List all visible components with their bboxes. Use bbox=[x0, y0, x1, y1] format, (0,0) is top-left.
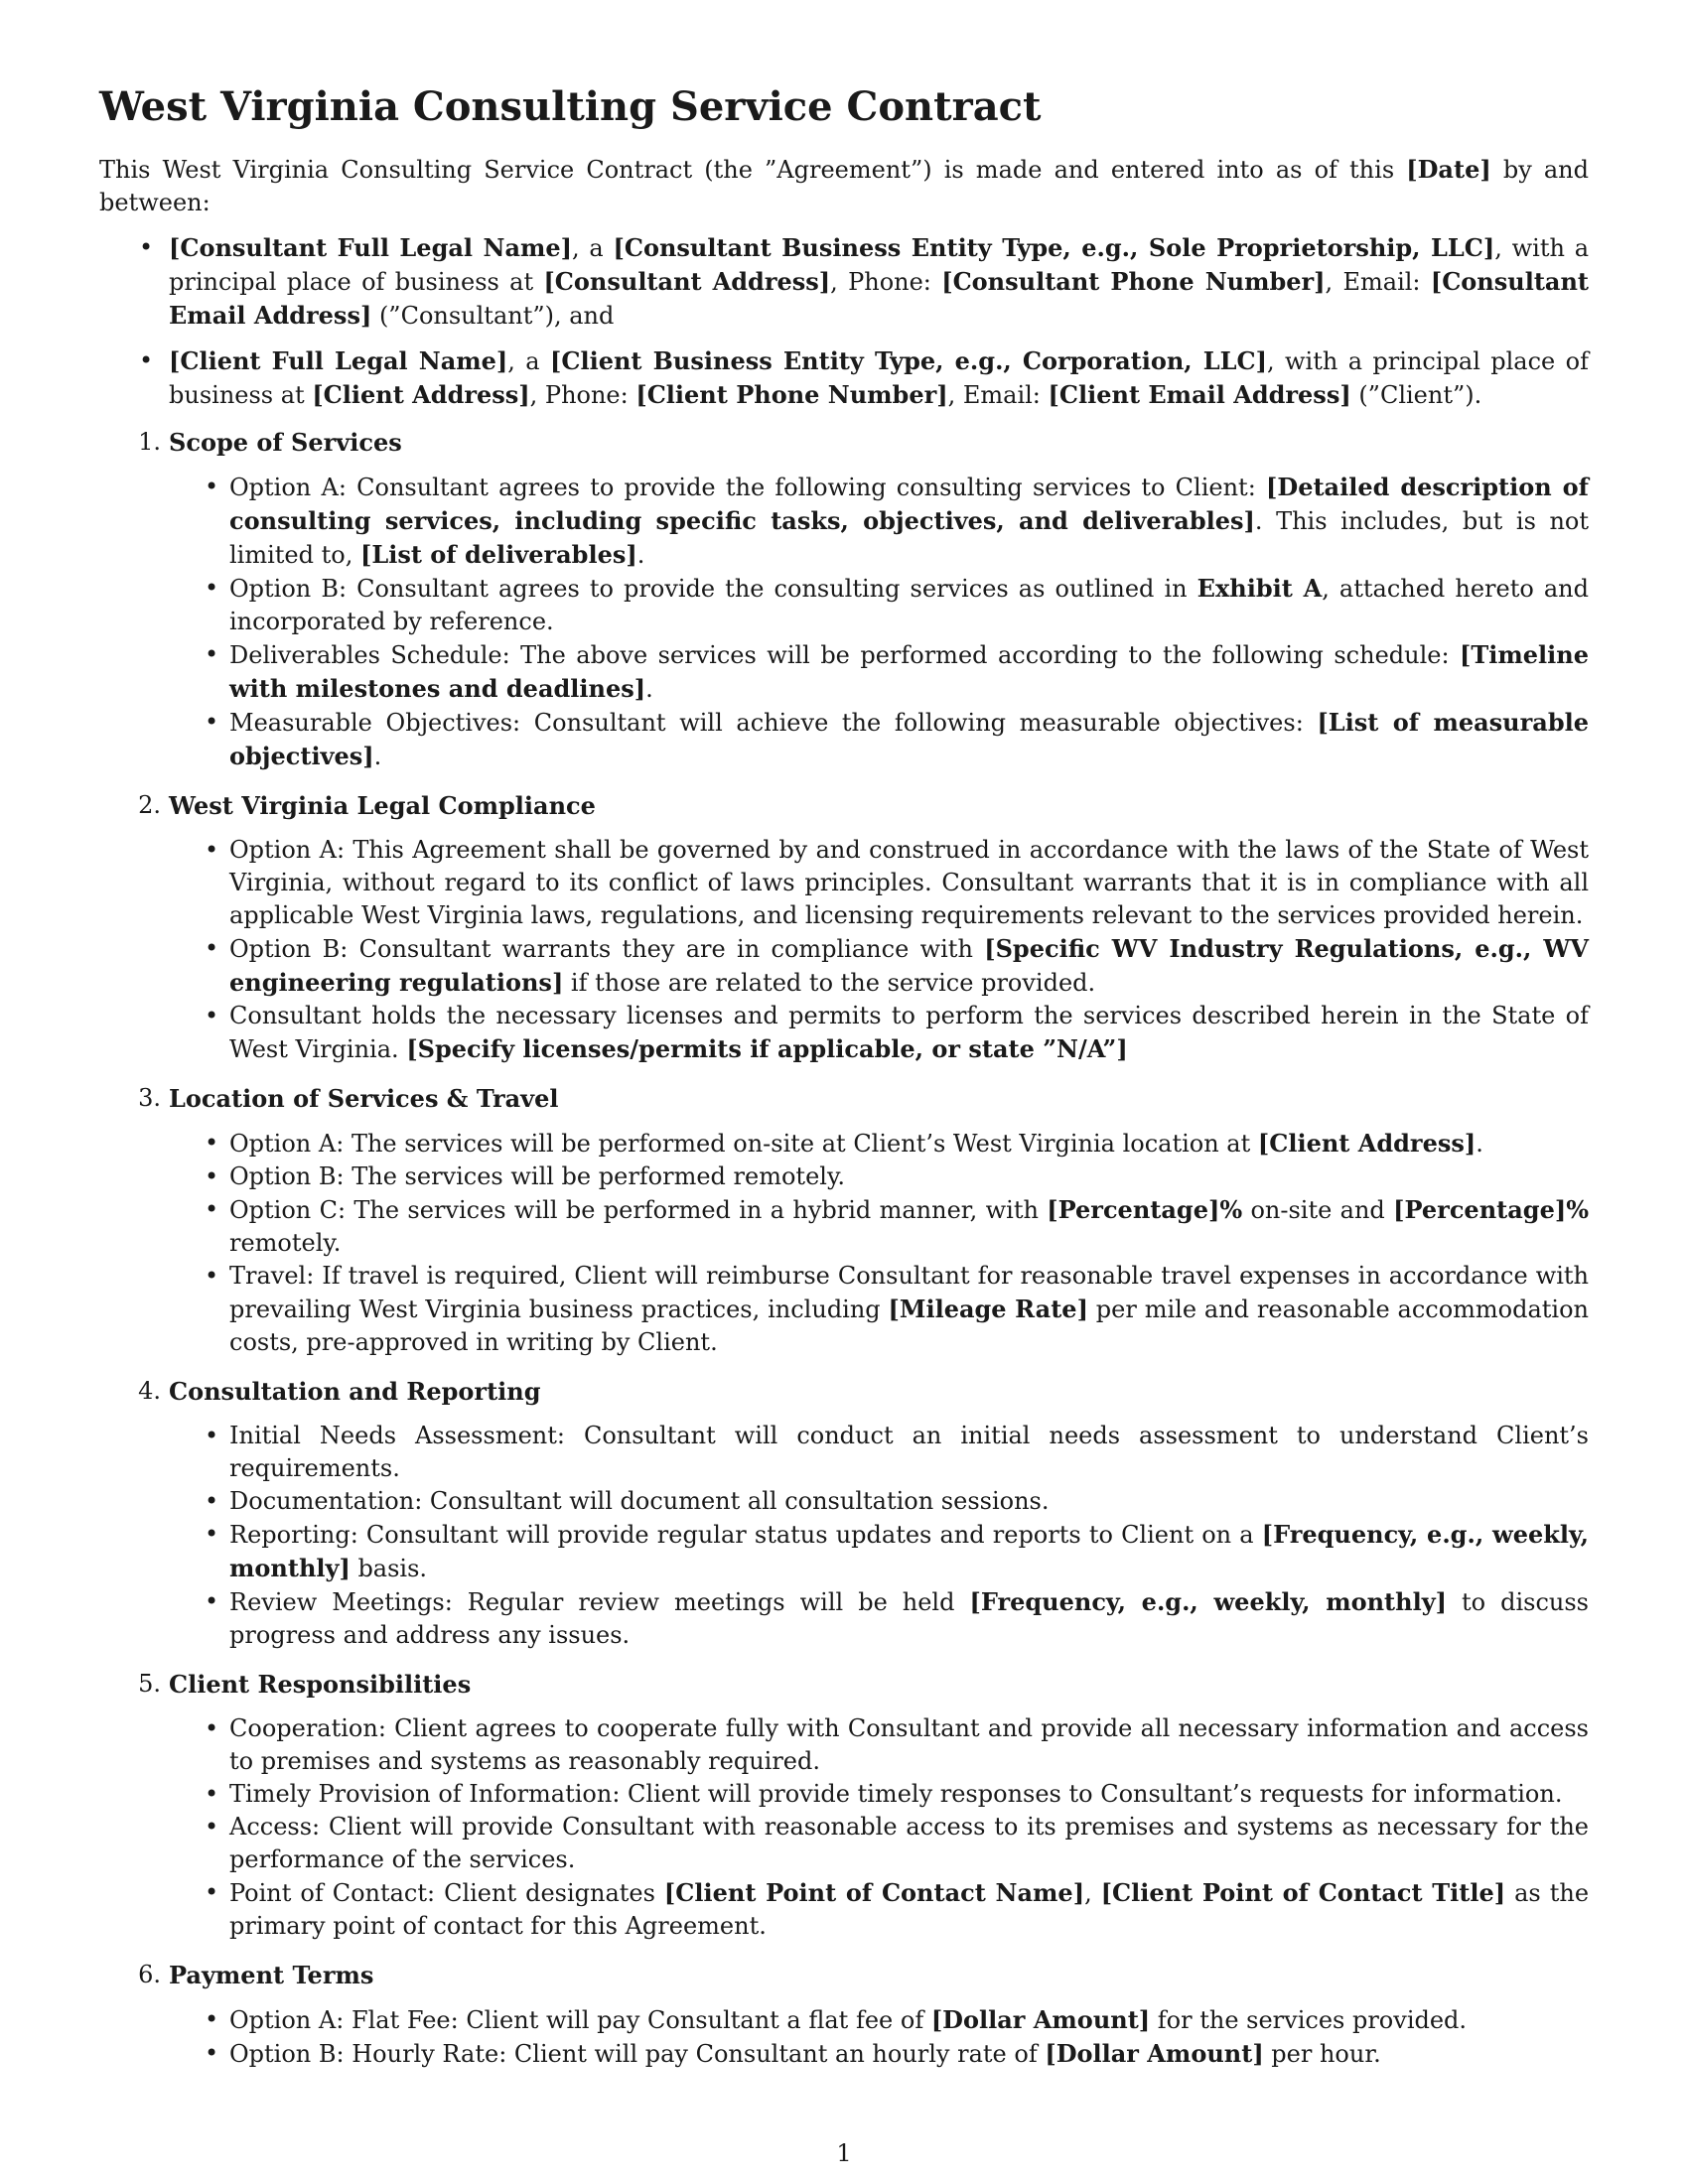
list-item bbox=[99, 572, 1589, 638]
text: on-site and bbox=[1242, 1196, 1394, 1224]
placeholder: [Client Business Entity Type, e.g., Corporation, LLC] bbox=[550, 346, 1267, 375]
placeholder: [Timeline with milestones and deadlines] bbox=[229, 640, 1589, 703]
list-item bbox=[99, 471, 1589, 572]
text: Reporting: Consultant will provide regular status updates and reports to Client on a bbox=[229, 1521, 1262, 1549]
text: to discuss progress and address any issues. bbox=[229, 1588, 1589, 1649]
section-6 bbox=[99, 1959, 1589, 2071]
text: , Email: bbox=[947, 381, 1049, 409]
section-3 bbox=[99, 1082, 1589, 1359]
section-items bbox=[99, 834, 1589, 1066]
text: , Phone: bbox=[529, 381, 636, 409]
placeholder: [Dollar Amount] bbox=[930, 2005, 1151, 2034]
placeholder: [Consultant Full Legal Name] bbox=[169, 233, 573, 262]
text: . bbox=[1476, 1130, 1483, 1158]
party-consultant bbox=[99, 231, 1589, 333]
section-title: Client Responsibilities bbox=[169, 1670, 472, 1699]
section-5 bbox=[99, 1668, 1589, 1943]
text: Measurable Objectives: Consultant will achieve the following measurable objectives: bbox=[229, 709, 1318, 737]
list-item bbox=[99, 1260, 1589, 1359]
text: , a bbox=[572, 234, 614, 262]
text: Documentation: Consultant will document all consultation sessions. bbox=[229, 1487, 1050, 1515]
placeholder: Exhibit A bbox=[1196, 574, 1323, 603]
section-items bbox=[99, 1712, 1589, 1943]
list-item bbox=[99, 638, 1589, 706]
placeholder: [Client Point of Contact Name] bbox=[663, 1878, 1085, 1907]
text: Review Meetings: Regular review meetings will be held bbox=[229, 1588, 970, 1616]
text: , Email: bbox=[1325, 268, 1431, 296]
placeholder: [List of measurable objectives] bbox=[229, 708, 1589, 770]
placeholder: [Client Phone Number] bbox=[635, 380, 948, 409]
sections-container bbox=[99, 426, 1589, 2071]
text: Point of Contact: Client designates bbox=[229, 1879, 664, 1907]
section-items bbox=[99, 1420, 1589, 1652]
list-item bbox=[99, 1778, 1589, 1811]
list-item bbox=[99, 1485, 1589, 1518]
section-items bbox=[99, 2003, 1589, 2071]
party-client bbox=[99, 344, 1589, 412]
section-4 bbox=[99, 1375, 1589, 1652]
text: . bbox=[373, 743, 382, 770]
text: Access: Client will provide Consultant with reasonable access to its premises and systems as necessary for the performance of the services. bbox=[229, 1813, 1589, 1873]
section-title: Location of Services & Travel bbox=[169, 1084, 559, 1113]
section-number: 4. bbox=[138, 1377, 161, 1405]
list-item bbox=[99, 706, 1589, 773]
page-number: 1 bbox=[836, 2139, 852, 2167]
text: , attached hereto and incorporated by reference. bbox=[229, 575, 1589, 635]
text: , Phone: bbox=[830, 268, 942, 296]
section-heading bbox=[99, 789, 1589, 822]
section-title: West Virginia Legal Compliance bbox=[169, 791, 596, 820]
text: basis. bbox=[350, 1555, 428, 1582]
document-page bbox=[99, 83, 1589, 2087]
placeholder: [Client Email Address] bbox=[1048, 380, 1351, 409]
placeholder: [Frequency, e.g., weekly, monthly] bbox=[969, 1587, 1447, 1616]
list-item bbox=[99, 834, 1589, 932]
text: , with a principal place of business at bbox=[169, 347, 1589, 409]
intro-date-placeholder: [Date] bbox=[1406, 155, 1491, 184]
list-item bbox=[99, 1000, 1589, 1066]
placeholder: [Consultant Business Entity Type, e.g., Sole Proprietorship, LLC] bbox=[613, 233, 1495, 262]
list-item bbox=[99, 932, 1589, 1000]
intro-text: by and between: bbox=[99, 156, 1589, 216]
text: (”Client”). bbox=[1350, 381, 1482, 409]
section-number: 1. bbox=[138, 428, 161, 456]
placeholder: [Specific WV Industry Regulations, e.g., WV engineering regulations] bbox=[229, 934, 1589, 997]
list-item bbox=[99, 2003, 1589, 2037]
placeholder: [Consultant Email Address] bbox=[169, 267, 1590, 330]
section-title: Scope of Services bbox=[169, 428, 402, 457]
list-item bbox=[99, 2037, 1589, 2071]
list-item bbox=[99, 1193, 1589, 1260]
text: Option A: The services will be performed on-site at Client’s West Virginia location at bbox=[229, 1130, 1258, 1158]
document-title: West Virginia Consulting Service Contract bbox=[99, 83, 1042, 130]
text: Option B: Consultant warrants they are in compliance with bbox=[229, 935, 985, 963]
placeholder: [List of deliverables] bbox=[359, 540, 637, 569]
text: Option A: Flat Fee: Client will pay Consultant a flat fee of bbox=[229, 2006, 931, 2034]
text: . This includes, but is not limited to, bbox=[229, 507, 1589, 569]
text: Initial Needs Assessment: Consultant will conduct an initial needs assessment to understand Client’s requirements. bbox=[229, 1422, 1589, 1482]
text: Cooperation: Client agrees to cooperate fully with Consultant and provide all necessary information and access to premises and systems as reasonably required. bbox=[229, 1714, 1589, 1775]
text: (”Consultant”), and bbox=[371, 302, 615, 330]
placeholder: [Mileage Rate] bbox=[888, 1295, 1088, 1323]
section-title: Consultation and Reporting bbox=[169, 1377, 541, 1406]
list-item bbox=[99, 1811, 1589, 1876]
list-item bbox=[99, 1585, 1589, 1652]
section-title: Payment Terms bbox=[169, 1961, 374, 1989]
text: remotely. bbox=[229, 1229, 342, 1257]
text: Option B: Consultant agrees to provide the consulting services as outlined in bbox=[229, 575, 1197, 603]
placeholder: [Detailed description of consulting services, including specific tasks, objectives, and deliverables] bbox=[229, 473, 1590, 535]
list-item bbox=[99, 1127, 1589, 1160]
placeholder: [Client Full Legal Name] bbox=[169, 346, 508, 375]
text: Deliverables Schedule: The above services will be performed according to the following schedule: bbox=[229, 641, 1461, 669]
text: Option B: The services will be performed remotely. bbox=[229, 1162, 845, 1190]
section-items bbox=[99, 471, 1589, 773]
placeholder: [Percentage]% bbox=[1047, 1195, 1243, 1224]
text: . bbox=[645, 675, 653, 703]
text: . bbox=[636, 541, 645, 569]
text: Option B: Hourly Rate: Client will pay Consultant an hourly rate of bbox=[229, 2040, 1046, 2068]
section-number: 3. bbox=[138, 1084, 161, 1112]
placeholder: [Dollar Amount] bbox=[1045, 2039, 1264, 2068]
text: , with a principal place of business at bbox=[169, 234, 1590, 296]
text: Consultant holds the necessary licenses and permits to perform the services described herein in the State of West Virginia. bbox=[229, 1002, 1589, 1063]
placeholder: [Client Point of Contact Title] bbox=[1100, 1878, 1506, 1907]
text: Travel: If travel is required, Client will reimburse Consultant for reasonable travel expenses in accordance with prevailing West Virginia business practices, including bbox=[229, 1262, 1589, 1323]
section-number: 5. bbox=[138, 1670, 161, 1698]
placeholder: [Consultant Phone Number] bbox=[941, 267, 1326, 296]
intro-text: This West Virginia Consulting Service Contract (the ”Agreement”) is made and entered into as of this bbox=[99, 156, 1407, 184]
section-2 bbox=[99, 789, 1589, 1066]
section-number: 2. bbox=[138, 791, 161, 819]
section-heading bbox=[99, 426, 1589, 459]
text: for the services provided. bbox=[1150, 2006, 1468, 2034]
placeholder: [Percentage]% bbox=[1393, 1195, 1589, 1224]
section-heading bbox=[99, 1959, 1589, 1991]
placeholder: [Consultant Address] bbox=[543, 267, 831, 296]
section-heading bbox=[99, 1375, 1589, 1408]
section-items bbox=[99, 1127, 1589, 1359]
placeholder: [Frequency, e.g., weekly, monthly] bbox=[229, 1520, 1589, 1582]
section-heading bbox=[99, 1668, 1589, 1701]
text: , bbox=[1084, 1879, 1101, 1907]
list-item bbox=[99, 1518, 1589, 1585]
text: Option A: This Agreement shall be governed by and construed in accordance with the laws of the State of West Virginia, without regard to its conflict of laws principles. Consultant warrants that it is in compliance with all applicable West Virginia laws, regulations, and licensing requirements relevant to the services provided herein. bbox=[229, 836, 1589, 929]
list-item bbox=[99, 1420, 1589, 1485]
parties-list bbox=[99, 231, 1589, 412]
section-heading bbox=[99, 1082, 1589, 1115]
section-number: 6. bbox=[138, 1961, 161, 1988]
intro-paragraph bbox=[99, 153, 1589, 219]
text: if those are related to the service provided. bbox=[563, 969, 1096, 997]
list-item bbox=[99, 1876, 1589, 1943]
section-1 bbox=[99, 426, 1589, 773]
list-item bbox=[99, 1160, 1589, 1193]
text: per hour. bbox=[1263, 2040, 1381, 2068]
placeholder: [Client Address] bbox=[1257, 1129, 1477, 1158]
text: as the primary point of contact for this Agreement. bbox=[229, 1879, 1590, 1940]
list-item bbox=[99, 1712, 1589, 1778]
placeholder: [Specify licenses/permits if applicable, or state ”N/A”] bbox=[406, 1034, 1128, 1063]
text: , a bbox=[507, 347, 551, 375]
text: per mile and reasonable accommodation costs, pre-approved in writing by Client. bbox=[229, 1296, 1590, 1356]
text: Timely Provision of Information: Client will provide timely responses to Consultant’s requests for information. bbox=[229, 1780, 1563, 1808]
text: Option A: Consultant agrees to provide the following consulting services to Client: bbox=[229, 474, 1267, 501]
placeholder: [Client Address] bbox=[312, 380, 530, 409]
text: Option C: The services will be performed in a hybrid manner, with bbox=[229, 1196, 1048, 1224]
